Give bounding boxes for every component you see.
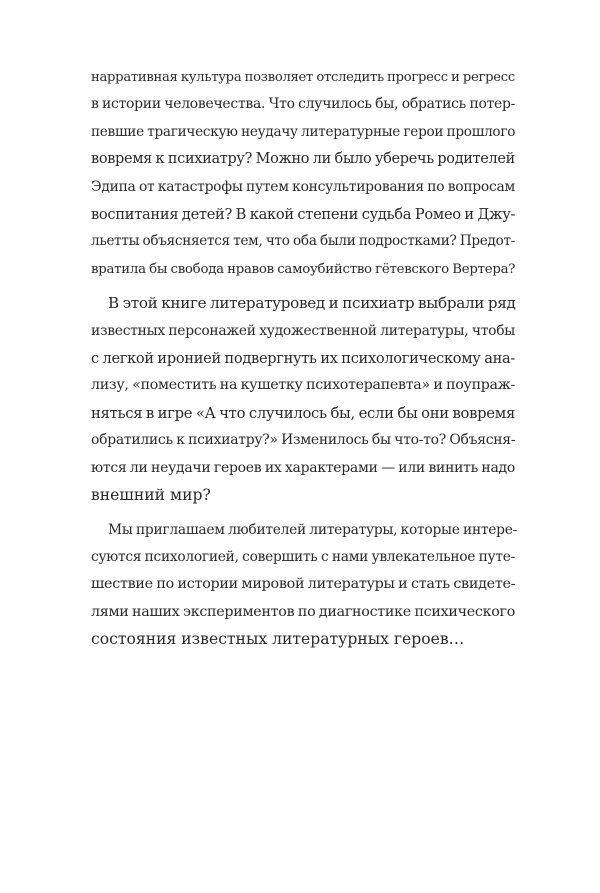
text-line: воспитания детей? В какой степени судьба Ромео и Джу- bbox=[91, 206, 516, 224]
text-line: известных персонажей художественной литературы, чтобы bbox=[91, 322, 516, 339]
text-line: состояния известных литературных героев… bbox=[91, 630, 465, 649]
text-line: нарративная культура позволяет отследить прогресс и регресс bbox=[91, 70, 515, 85]
paragraph-spacer bbox=[91, 510, 515, 517]
paragraph-3 bbox=[91, 517, 518, 654]
text-line: с легкой иронией подвергнуть их психологическому ана- bbox=[91, 350, 515, 368]
text-line: Мы приглашаем любителей литературы, которые интере- bbox=[108, 521, 518, 538]
text-line: няться в игре «А что случилось бы, если бы они вовремя bbox=[91, 404, 515, 422]
text-line: внешний мир? bbox=[91, 486, 211, 505]
text-line: Эдипа от катастрофы путем консультирования по вопросам bbox=[91, 178, 515, 195]
text-line: льетты объясняется тем, что оба были подростками? Предот- bbox=[91, 233, 515, 250]
text-line: В этой книге литературовед и психиатр выбрали ряд bbox=[108, 294, 516, 313]
paragraph-2 bbox=[91, 290, 515, 509]
text-line: вратила бы свобода нравов самоубийство гётевского Вертера? bbox=[91, 261, 516, 277]
paragraph-spacer bbox=[91, 283, 515, 290]
page-body bbox=[91, 64, 518, 654]
text-line: шествие по истории мировой литературы и стать свидете- bbox=[91, 576, 516, 593]
text-line: вовремя к психиатру? Можно ли было уберечь родителей bbox=[91, 151, 516, 168]
text-line: певшие трагическую неудачу литературные герои прошлого bbox=[91, 123, 516, 140]
text-line: обратились к психиатру?» Изменилось бы что-то? Объясня- bbox=[91, 432, 516, 449]
text-line: суются психологией, совершить с нами увлекательное путе- bbox=[91, 548, 515, 565]
text-line: в истории человечества. Что случилось бы, обратись потер- bbox=[91, 96, 516, 113]
paragraph-1 bbox=[91, 64, 515, 283]
text-line: лями наших экспериментов по диагностике психического bbox=[91, 603, 516, 620]
text-line: ются ли неудачи героев их характерами — или винить надо bbox=[91, 459, 515, 476]
text-line: лизу, «поместить на кушетку психотерапевта» и поупраж- bbox=[91, 377, 515, 394]
